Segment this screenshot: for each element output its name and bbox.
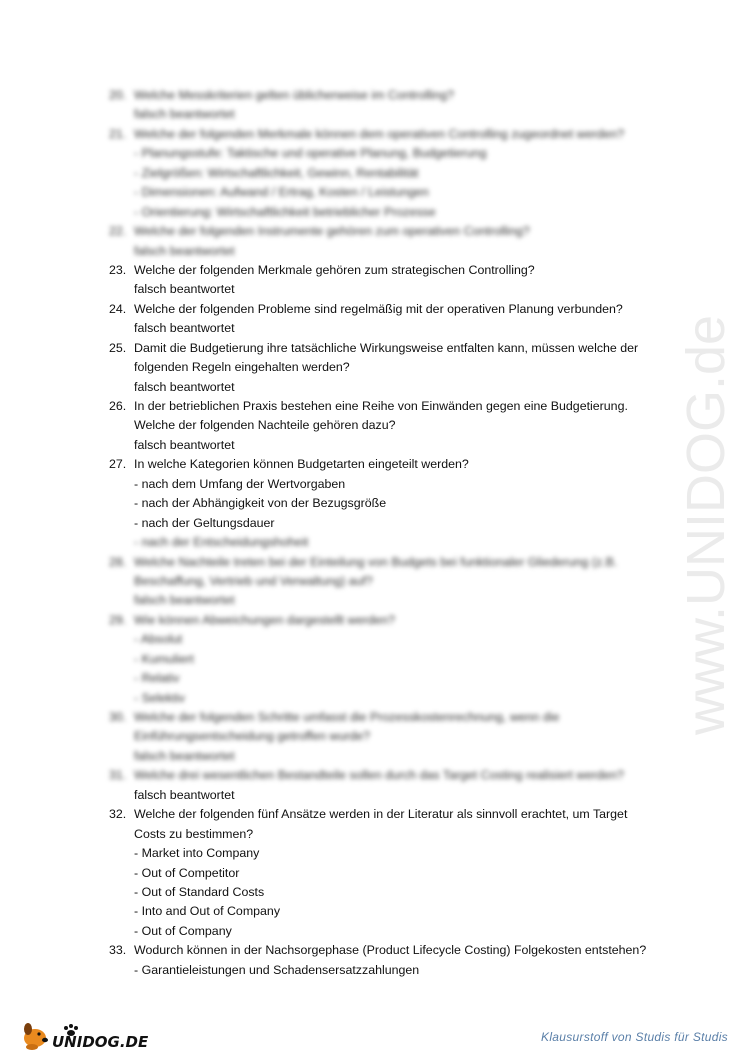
answer-item: - Out of Company	[134, 923, 232, 938]
question-text: Welche der folgenden Probleme sind regelmäßig mit der operativen Planung verbunden?	[134, 301, 623, 316]
question-23	[109, 261, 669, 280]
question-30	[109, 708, 669, 727]
answer-item: - nach der Abhängigkeit von der Bezugsgröße	[134, 496, 387, 511]
question-text: In welche Kategorien können Budgetarten eingeteilt werden?	[134, 457, 469, 472]
question-20-block	[109, 86, 669, 125]
answer-item: - Kumuliert	[134, 651, 194, 666]
answer-status: falsch beantwortet	[134, 243, 235, 258]
question-31	[109, 766, 669, 785]
question-28-block	[109, 553, 669, 611]
answer-item: - Orientierung: Wirtschaftlichkeit betrieblicher Prozesse	[134, 204, 436, 219]
question-number: 22.	[109, 224, 127, 239]
answer-item: - nach der Geltungsdauer	[134, 515, 275, 530]
question-number: 31.	[109, 768, 127, 783]
question-number: 23.	[109, 262, 127, 277]
question-text: Welche der folgenden Instrumente gehören zum operativen Controlling?	[134, 224, 530, 239]
question-number: 30.	[109, 710, 127, 724]
question-text: Wodurch können in der Nachsorgephase (Product Lifecycle Costing) Folgekosten entstehen?	[134, 943, 647, 958]
question-28	[109, 553, 669, 572]
question-number: 20.	[109, 88, 127, 102]
footer-tagline: Klausurstoff von Studis für Studis	[541, 1030, 728, 1044]
answer-status: falsch beantwortet	[134, 379, 235, 394]
answer-item: - Selektiv	[134, 690, 185, 705]
question-21	[109, 125, 669, 144]
question-32-block	[109, 805, 669, 941]
question-23-block	[109, 261, 669, 300]
answer-status: falsch beantwortet	[134, 787, 235, 802]
question-22-block	[109, 222, 669, 261]
question-number: 28.	[109, 554, 127, 569]
question-number: 29.	[109, 612, 127, 627]
answer-item: - Into and Out of Company	[134, 904, 281, 919]
answer-status: falsch beantwortet	[134, 593, 235, 608]
question-20	[109, 86, 669, 105]
question-30-block	[109, 708, 669, 766]
question-text-continued: Beschaffung, Vertrieb und Verwaltung) auf?	[134, 573, 373, 588]
question-number: 33.	[109, 943, 127, 958]
question-25-block	[109, 339, 669, 397]
question-21-block	[109, 125, 669, 222]
question-number: 21.	[109, 126, 127, 141]
question-text-continued: folgenden Regeln eingehalten werden?	[134, 360, 350, 375]
question-26-block	[109, 397, 669, 455]
question-text: Welche Messkriterien gelten üblicherweise im Controlling?	[134, 88, 455, 102]
question-25	[109, 339, 669, 358]
question-text: Damit die Budgetierung ihre tatsächliche Wirkungsweise entfalten kann, müssen welche der	[134, 340, 639, 355]
unidog-logo	[18, 1016, 158, 1052]
question-33-block	[109, 941, 669, 980]
answer-status: falsch beantwortet	[134, 437, 235, 452]
question-32	[109, 805, 669, 824]
question-text-continued: Costs zu bestimmen?	[134, 826, 254, 841]
question-22	[109, 222, 669, 241]
answer-item: - nach dem Umfang der Wertvorgaben	[134, 476, 346, 491]
answer-status: falsch beantwortet	[134, 282, 235, 297]
question-31-block	[109, 766, 669, 805]
answer-item: - Market into Company	[134, 846, 260, 861]
answer-item: - Absolut	[134, 632, 183, 647]
question-text: Welche der folgenden Merkmale können dem operativen Controlling zugeordnet werden?	[134, 126, 625, 141]
question-text-continued: Einführungsentscheidung getroffen wurde?	[134, 729, 371, 744]
question-text: Welche der folgenden fünf Ansätze werden in der Literatur als sinnvoll erachtet, um Target	[134, 807, 628, 822]
answer-item: - Garantieleistungen und Schadensersatzzahlungen	[134, 962, 420, 977]
question-text: Wie können Abweichungen dargestellt werden?	[134, 612, 396, 627]
answer-item: - Out of Standard Costs	[134, 884, 265, 899]
watermark	[658, 280, 748, 740]
answer-item: - Planungsstufe: Taktische und operative Planung, Budgetierung	[134, 146, 487, 161]
answer-item: - Zielgrößen: Wirtschaftlichkeit, Gewinn, Rentabilität	[134, 165, 419, 180]
question-26	[109, 397, 669, 416]
question-text: Welche drei wesentlichen Bestandteile sollen durch das Target Costing realisiert werden?	[134, 768, 624, 783]
question-29-block	[109, 611, 669, 708]
question-text: Welche der folgenden Merkmale gehören zum strategischen Controlling?	[134, 262, 535, 277]
logo-text: UNIDOG.DE	[52, 1033, 149, 1051]
answer-item: - Relativ	[134, 671, 180, 686]
question-number: 26.	[109, 399, 127, 413]
dog-icon	[18, 1016, 158, 1052]
question-number: 27.	[109, 457, 127, 472]
question-text: Welche der folgenden Schritte umfasst die Prozesskostenrechnung, wenn die	[134, 710, 560, 724]
answer-item: - nach der Entscheidungshoheit	[134, 535, 309, 550]
question-number: 32.	[109, 807, 127, 822]
answer-status: falsch beantwortet	[134, 748, 235, 763]
question-number: 25.	[109, 340, 127, 355]
watermark-text: www.UNIDOG.de	[676, 314, 736, 735]
answer-item: - Dimensionen: Aufwand / Ertrag, Kosten / Leistungen	[134, 185, 429, 200]
question-27-block	[109, 455, 669, 552]
answer-status: falsch beantwortet	[134, 321, 235, 336]
question-text-continued: Welche der folgenden Nachteile gehören dazu?	[134, 418, 396, 433]
question-number: 24.	[109, 301, 127, 316]
question-text: In der betrieblichen Praxis bestehen eine Reihe von Einwänden gegen eine Budgetierung.	[134, 399, 628, 413]
answer-status: falsch beantwortet	[134, 107, 235, 122]
question-list	[109, 86, 669, 980]
question-33	[109, 941, 669, 960]
question-24-block	[109, 300, 669, 339]
question-24	[109, 300, 669, 319]
question-29	[109, 611, 669, 630]
question-27	[109, 455, 669, 474]
question-text: Welche Nachteile treten bei der Einteilung von Budgets bei funktionaler Gliederung (z.B.	[134, 554, 618, 569]
answer-item: - Out of Competitor	[134, 865, 240, 880]
